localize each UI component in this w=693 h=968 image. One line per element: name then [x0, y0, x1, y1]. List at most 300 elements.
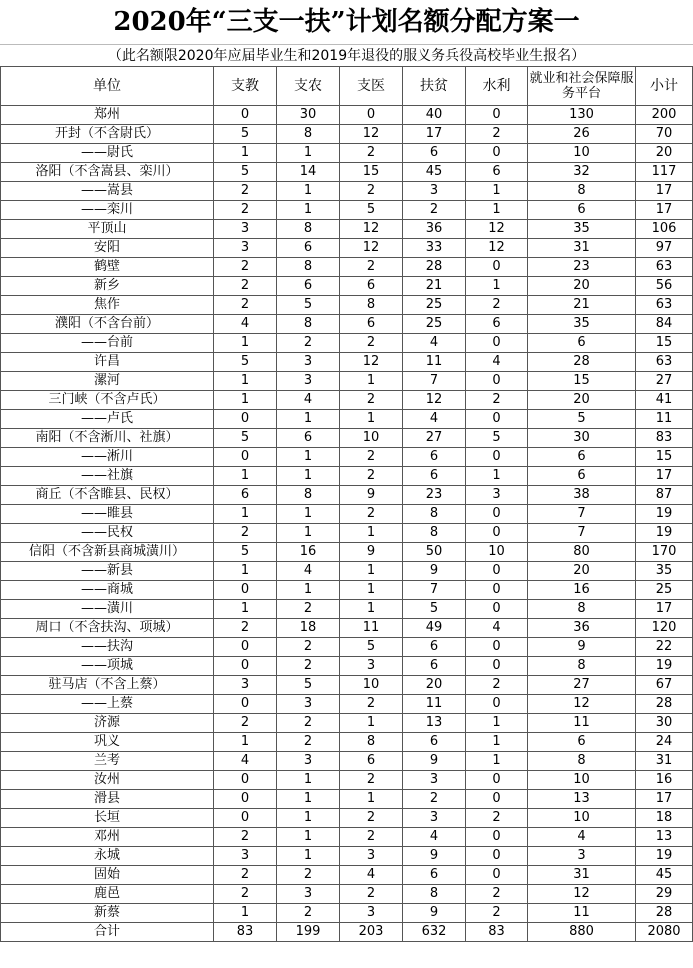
cell-employment-platform: 880 — [528, 923, 636, 942]
cell-subtotal: 15 — [636, 334, 693, 353]
cell-teaching: 2 — [214, 619, 277, 638]
cell-water: 0 — [466, 524, 528, 543]
table-row — [1, 885, 693, 904]
cell-poverty: 45 — [403, 163, 466, 182]
cell-agriculture: 18 — [277, 619, 340, 638]
cell-poverty: 6 — [403, 638, 466, 657]
cell-unit: ——上蔡 — [1, 695, 214, 714]
cell-water: 0 — [466, 657, 528, 676]
cell-agriculture: 6 — [277, 239, 340, 258]
cell-poverty: 9 — [403, 904, 466, 923]
cell-water: 0 — [466, 847, 528, 866]
cell-agriculture: 2 — [277, 334, 340, 353]
cell-water: 2 — [466, 904, 528, 923]
cell-poverty: 21 — [403, 277, 466, 296]
cell-unit: ——台前 — [1, 334, 214, 353]
cell-medical: 8 — [340, 296, 403, 315]
cell-subtotal: 45 — [636, 866, 693, 885]
cell-poverty: 25 — [403, 315, 466, 334]
cell-water: 12 — [466, 220, 528, 239]
cell-teaching: 5 — [214, 353, 277, 372]
cell-employment-platform: 6 — [528, 448, 636, 467]
cell-teaching: 5 — [214, 543, 277, 562]
cell-unit: 新乡 — [1, 277, 214, 296]
cell-unit: 长垣 — [1, 809, 214, 828]
table-row — [1, 600, 693, 619]
cell-subtotal: 19 — [636, 657, 693, 676]
cell-employment-platform: 13 — [528, 790, 636, 809]
cell-unit: 固始 — [1, 866, 214, 885]
cell-teaching: 1 — [214, 733, 277, 752]
cell-water: 0 — [466, 505, 528, 524]
cell-employment-platform: 8 — [528, 752, 636, 771]
cell-water: 12 — [466, 239, 528, 258]
cell-subtotal: 30 — [636, 714, 693, 733]
cell-unit: ——睢县 — [1, 505, 214, 524]
cell-employment-platform: 6 — [528, 334, 636, 353]
cell-unit: ——新县 — [1, 562, 214, 581]
table-row — [1, 144, 693, 163]
cell-subtotal: 20 — [636, 144, 693, 163]
cell-medical: 0 — [340, 106, 403, 125]
cell-water: 6 — [466, 163, 528, 182]
cell-subtotal: 170 — [636, 543, 693, 562]
table-row — [1, 524, 693, 543]
cell-medical: 6 — [340, 315, 403, 334]
cell-subtotal: 18 — [636, 809, 693, 828]
table-row — [1, 391, 693, 410]
cell-poverty: 7 — [403, 372, 466, 391]
cell-water: 0 — [466, 866, 528, 885]
table-row — [1, 467, 693, 486]
cell-medical: 12 — [340, 353, 403, 372]
cell-unit: ——嵩县 — [1, 182, 214, 201]
cell-employment-platform: 11 — [528, 904, 636, 923]
cell-medical: 2 — [340, 391, 403, 410]
cell-employment-platform: 20 — [528, 391, 636, 410]
cell-water: 1 — [466, 733, 528, 752]
cell-agriculture: 8 — [277, 486, 340, 505]
cell-agriculture: 3 — [277, 695, 340, 714]
cell-medical: 3 — [340, 847, 403, 866]
table-row — [1, 543, 693, 562]
cell-subtotal: 29 — [636, 885, 693, 904]
cell-water: 83 — [466, 923, 528, 942]
table-row — [1, 828, 693, 847]
cell-agriculture: 14 — [277, 163, 340, 182]
cell-water: 2 — [466, 391, 528, 410]
cell-water: 2 — [466, 676, 528, 695]
cell-poverty: 5 — [403, 600, 466, 619]
quota-table — [0, 66, 693, 942]
cell-agriculture: 2 — [277, 866, 340, 885]
cell-employment-platform: 8 — [528, 182, 636, 201]
cell-subtotal: 15 — [636, 448, 693, 467]
cell-subtotal: 2080 — [636, 923, 693, 942]
table-row — [1, 790, 693, 809]
table-row — [1, 619, 693, 638]
cell-agriculture: 4 — [277, 562, 340, 581]
table-row — [1, 771, 693, 790]
cell-teaching: 3 — [214, 239, 277, 258]
cell-medical: 1 — [340, 581, 403, 600]
cell-medical: 2 — [340, 334, 403, 353]
cell-agriculture: 5 — [277, 676, 340, 695]
cell-unit: 兰考 — [1, 752, 214, 771]
cell-agriculture: 3 — [277, 885, 340, 904]
cell-water: 10 — [466, 543, 528, 562]
cell-poverty: 49 — [403, 619, 466, 638]
table-row — [1, 182, 693, 201]
cell-medical: 5 — [340, 638, 403, 657]
table-row — [1, 220, 693, 239]
cell-teaching: 5 — [214, 163, 277, 182]
cell-teaching: 0 — [214, 790, 277, 809]
cell-poverty: 28 — [403, 258, 466, 277]
cell-teaching: 1 — [214, 467, 277, 486]
cell-poverty: 6 — [403, 467, 466, 486]
cell-poverty: 3 — [403, 809, 466, 828]
cell-teaching: 0 — [214, 771, 277, 790]
cell-agriculture: 1 — [277, 182, 340, 201]
cell-teaching: 4 — [214, 315, 277, 334]
cell-teaching: 0 — [214, 695, 277, 714]
cell-teaching: 5 — [214, 125, 277, 144]
cell-teaching: 1 — [214, 334, 277, 353]
cell-teaching: 6 — [214, 486, 277, 505]
cell-employment-platform: 9 — [528, 638, 636, 657]
cell-employment-platform: 31 — [528, 866, 636, 885]
cell-employment-platform: 12 — [528, 885, 636, 904]
table-row — [1, 562, 693, 581]
cell-medical: 8 — [340, 733, 403, 752]
cell-employment-platform: 12 — [528, 695, 636, 714]
header-agriculture: 支农 — [277, 67, 340, 106]
cell-medical: 2 — [340, 695, 403, 714]
cell-teaching: 3 — [214, 676, 277, 695]
cell-medical: 15 — [340, 163, 403, 182]
cell-medical: 3 — [340, 657, 403, 676]
cell-poverty: 3 — [403, 771, 466, 790]
table-row — [1, 486, 693, 505]
cell-agriculture: 2 — [277, 657, 340, 676]
cell-poverty: 8 — [403, 524, 466, 543]
cell-unit: 商丘（不含睢县、民权） — [1, 486, 214, 505]
cell-water: 0 — [466, 410, 528, 429]
table-row — [1, 866, 693, 885]
cell-agriculture: 8 — [277, 220, 340, 239]
header-teaching: 支教 — [214, 67, 277, 106]
cell-medical: 6 — [340, 277, 403, 296]
cell-unit: ——社旗 — [1, 467, 214, 486]
cell-medical: 11 — [340, 619, 403, 638]
cell-subtotal: 19 — [636, 524, 693, 543]
table-row — [1, 410, 693, 429]
cell-poverty: 6 — [403, 733, 466, 752]
cell-employment-platform: 28 — [528, 353, 636, 372]
cell-subtotal: 22 — [636, 638, 693, 657]
cell-subtotal: 97 — [636, 239, 693, 258]
cell-unit: 鹿邑 — [1, 885, 214, 904]
cell-medical: 1 — [340, 714, 403, 733]
header-unit: 单位 — [1, 67, 214, 106]
cell-unit: 驻马店（不含上蔡） — [1, 676, 214, 695]
cell-employment-platform: 15 — [528, 372, 636, 391]
cell-agriculture: 8 — [277, 125, 340, 144]
table-row — [1, 695, 693, 714]
cell-teaching: 2 — [214, 277, 277, 296]
cell-teaching: 3 — [214, 847, 277, 866]
cell-unit: ——淅川 — [1, 448, 214, 467]
cell-poverty: 4 — [403, 334, 466, 353]
cell-agriculture: 199 — [277, 923, 340, 942]
cell-water: 1 — [466, 714, 528, 733]
cell-employment-platform: 5 — [528, 410, 636, 429]
table-row — [1, 296, 693, 315]
cell-unit: 邓州 — [1, 828, 214, 847]
cell-employment-platform: 130 — [528, 106, 636, 125]
cell-poverty: 3 — [403, 182, 466, 201]
cell-water: 1 — [466, 467, 528, 486]
cell-poverty: 25 — [403, 296, 466, 315]
cell-agriculture: 4 — [277, 391, 340, 410]
cell-agriculture: 2 — [277, 904, 340, 923]
table-row — [1, 372, 693, 391]
cell-teaching: 2 — [214, 866, 277, 885]
table-row — [1, 847, 693, 866]
cell-medical: 6 — [340, 752, 403, 771]
table-row — [1, 277, 693, 296]
cell-medical: 5 — [340, 201, 403, 220]
page-title: 2020年“三支一扶”计划名额分配方案一 — [113, 7, 580, 37]
cell-subtotal: 200 — [636, 106, 693, 125]
cell-medical: 2 — [340, 448, 403, 467]
cell-agriculture: 16 — [277, 543, 340, 562]
table-row — [1, 125, 693, 144]
cell-unit: 永城 — [1, 847, 214, 866]
cell-employment-platform: 26 — [528, 125, 636, 144]
table-row — [1, 201, 693, 220]
cell-subtotal: 11 — [636, 410, 693, 429]
cell-teaching: 0 — [214, 106, 277, 125]
cell-water: 0 — [466, 106, 528, 125]
table-body — [1, 106, 693, 942]
cell-medical: 2 — [340, 182, 403, 201]
cell-subtotal: 63 — [636, 258, 693, 277]
table-row — [1, 353, 693, 372]
cell-subtotal: 16 — [636, 771, 693, 790]
cell-subtotal: 84 — [636, 315, 693, 334]
header-water: 水利 — [466, 67, 528, 106]
cell-teaching: 0 — [214, 448, 277, 467]
cell-agriculture: 30 — [277, 106, 340, 125]
cell-teaching: 2 — [214, 828, 277, 847]
cell-agriculture: 2 — [277, 714, 340, 733]
cell-employment-platform: 10 — [528, 809, 636, 828]
cell-poverty: 6 — [403, 144, 466, 163]
table-row — [1, 448, 693, 467]
cell-unit: 巩义 — [1, 733, 214, 752]
cell-water: 1 — [466, 201, 528, 220]
cell-water: 4 — [466, 353, 528, 372]
cell-employment-platform: 3 — [528, 847, 636, 866]
cell-subtotal: 19 — [636, 505, 693, 524]
cell-employment-platform: 7 — [528, 505, 636, 524]
cell-subtotal: 35 — [636, 562, 693, 581]
cell-employment-platform: 11 — [528, 714, 636, 733]
cell-medical: 12 — [340, 125, 403, 144]
cell-subtotal: 19 — [636, 847, 693, 866]
cell-medical: 10 — [340, 676, 403, 695]
cell-water: 2 — [466, 296, 528, 315]
cell-employment-platform: 20 — [528, 277, 636, 296]
cell-water: 0 — [466, 638, 528, 657]
cell-subtotal: 17 — [636, 467, 693, 486]
cell-employment-platform: 27 — [528, 676, 636, 695]
cell-subtotal: 28 — [636, 904, 693, 923]
cell-employment-platform: 6 — [528, 733, 636, 752]
cell-medical: 3 — [340, 904, 403, 923]
cell-subtotal: 28 — [636, 695, 693, 714]
cell-medical: 2 — [340, 467, 403, 486]
cell-poverty: 23 — [403, 486, 466, 505]
cell-agriculture: 1 — [277, 410, 340, 429]
cell-agriculture: 6 — [277, 429, 340, 448]
cell-subtotal: 70 — [636, 125, 693, 144]
cell-employment-platform: 31 — [528, 239, 636, 258]
cell-employment-platform: 21 — [528, 296, 636, 315]
cell-water: 2 — [466, 885, 528, 904]
cell-medical: 1 — [340, 562, 403, 581]
cell-teaching: 2 — [214, 258, 277, 277]
cell-agriculture: 1 — [277, 771, 340, 790]
cell-medical: 10 — [340, 429, 403, 448]
cell-poverty: 17 — [403, 125, 466, 144]
cell-water: 3 — [466, 486, 528, 505]
cell-unit: 周口（不含扶沟、项城） — [1, 619, 214, 638]
cell-employment-platform: 10 — [528, 144, 636, 163]
cell-employment-platform: 8 — [528, 657, 636, 676]
cell-unit: 信阳（不含新县商城潢川） — [1, 543, 214, 562]
cell-poverty: 40 — [403, 106, 466, 125]
cell-water: 4 — [466, 619, 528, 638]
cell-unit: 鹤壁 — [1, 258, 214, 277]
cell-agriculture: 5 — [277, 296, 340, 315]
cell-employment-platform: 20 — [528, 562, 636, 581]
cell-subtotal: 17 — [636, 790, 693, 809]
table-row — [1, 657, 693, 676]
cell-subtotal: 63 — [636, 353, 693, 372]
cell-unit: 濮阳（不含台前） — [1, 315, 214, 334]
cell-water: 0 — [466, 258, 528, 277]
cell-unit: 许昌 — [1, 353, 214, 372]
cell-poverty: 20 — [403, 676, 466, 695]
table-row — [1, 334, 693, 353]
header-medical: 支医 — [340, 67, 403, 106]
cell-poverty: 6 — [403, 866, 466, 885]
cell-agriculture: 1 — [277, 524, 340, 543]
cell-agriculture: 1 — [277, 505, 340, 524]
cell-teaching: 1 — [214, 904, 277, 923]
cell-unit: ——商城 — [1, 581, 214, 600]
cell-agriculture: 3 — [277, 752, 340, 771]
cell-subtotal: 87 — [636, 486, 693, 505]
cell-unit: 平顶山 — [1, 220, 214, 239]
cell-medical: 2 — [340, 258, 403, 277]
cell-teaching: 2 — [214, 524, 277, 543]
cell-unit: 洛阳（不含嵩县、栾川） — [1, 163, 214, 182]
header-employment-platform: 就业和社会保障服务平台 — [528, 67, 636, 106]
cell-unit: 开封（不含尉氏） — [1, 125, 214, 144]
cell-subtotal: 63 — [636, 296, 693, 315]
cell-medical: 2 — [340, 828, 403, 847]
cell-poverty: 8 — [403, 505, 466, 524]
cell-water: 2 — [466, 809, 528, 828]
cell-water: 0 — [466, 372, 528, 391]
cell-unit: 济源 — [1, 714, 214, 733]
cell-teaching: 1 — [214, 391, 277, 410]
cell-teaching: 4 — [214, 752, 277, 771]
cell-water: 0 — [466, 562, 528, 581]
cell-employment-platform: 35 — [528, 220, 636, 239]
cell-water: 0 — [466, 334, 528, 353]
cell-teaching: 2 — [214, 296, 277, 315]
cell-employment-platform: 32 — [528, 163, 636, 182]
cell-subtotal: 31 — [636, 752, 693, 771]
cell-medical: 1 — [340, 524, 403, 543]
cell-poverty: 12 — [403, 391, 466, 410]
cell-poverty: 33 — [403, 239, 466, 258]
page-subtitle: （此名额限2020年应届毕业生和2019年退役的服义务兵役高校毕业生报名） — [0, 44, 693, 67]
cell-subtotal: 120 — [636, 619, 693, 638]
cell-teaching: 2 — [214, 182, 277, 201]
cell-unit: 滑县 — [1, 790, 214, 809]
cell-medical: 2 — [340, 885, 403, 904]
cell-water: 1 — [466, 752, 528, 771]
cell-water: 0 — [466, 790, 528, 809]
cell-unit: ——项城 — [1, 657, 214, 676]
cell-water: 0 — [466, 581, 528, 600]
cell-employment-platform: 7 — [528, 524, 636, 543]
cell-water: 2 — [466, 125, 528, 144]
cell-unit: 汝州 — [1, 771, 214, 790]
cell-employment-platform: 8 — [528, 600, 636, 619]
cell-poverty: 50 — [403, 543, 466, 562]
cell-employment-platform: 38 — [528, 486, 636, 505]
cell-water: 0 — [466, 771, 528, 790]
cell-agriculture: 1 — [277, 581, 340, 600]
cell-teaching: 1 — [214, 562, 277, 581]
cell-medical: 1 — [340, 372, 403, 391]
cell-agriculture: 2 — [277, 638, 340, 657]
header-poverty: 扶贫 — [403, 67, 466, 106]
cell-medical: 9 — [340, 543, 403, 562]
header-subtotal: 小计 — [636, 67, 693, 106]
cell-poverty: 632 — [403, 923, 466, 942]
cell-unit: ——扶沟 — [1, 638, 214, 657]
cell-poverty: 6 — [403, 448, 466, 467]
table-row — [1, 676, 693, 695]
table-row — [1, 315, 693, 334]
cell-unit: 三门峡（不含卢氏） — [1, 391, 214, 410]
cell-unit: 安阳 — [1, 239, 214, 258]
cell-poverty: 2 — [403, 201, 466, 220]
table-row — [1, 733, 693, 752]
cell-agriculture: 8 — [277, 315, 340, 334]
cell-unit: 合计 — [1, 923, 214, 942]
cell-subtotal: 56 — [636, 277, 693, 296]
cell-employment-platform: 30 — [528, 429, 636, 448]
